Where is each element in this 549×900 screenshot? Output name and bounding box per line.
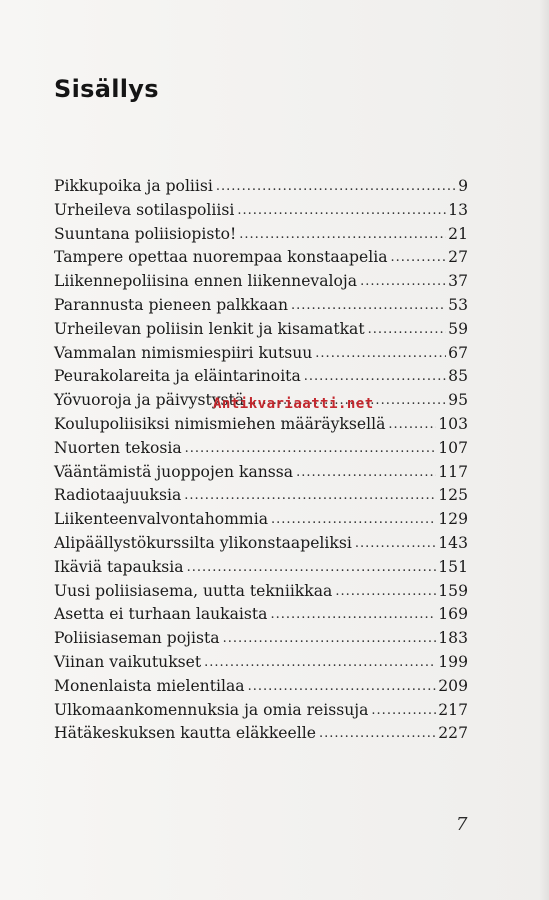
toc-entry (54, 177, 468, 201)
toc-entry-page: 107 (438, 438, 468, 457)
page-title: Sisällys (54, 75, 159, 103)
toc-entry-title: Yövuoroja ja päivystystä (54, 391, 245, 410)
toc-leader-dots (216, 179, 456, 194)
toc-entry (54, 367, 468, 391)
toc-entry (54, 201, 468, 225)
toc-entry-page: 85 (448, 367, 468, 386)
toc-entry-page: 143 (438, 533, 468, 552)
toc-entry-page: 183 (438, 629, 468, 648)
toc-leader-dots (248, 679, 437, 694)
toc-entry-page: 117 (438, 462, 468, 481)
toc-entry-title: Alipäällystökurssilta ylikonstaapeliksi (54, 533, 352, 552)
toc-entry-title: Viinan vaikutukset (54, 652, 202, 671)
toc-entry-page: 159 (438, 581, 468, 600)
toc-entry-title: Radiotaajuuksia (54, 486, 182, 505)
toc-entry-title: Liikenteenvalvontahommia (54, 510, 269, 529)
toc-leader-dots (368, 322, 447, 337)
toc-leader-dots (239, 227, 446, 242)
toc-leader-dots (184, 488, 436, 503)
toc-leader-dots (270, 607, 436, 622)
toc-entry-page: 21 (448, 224, 468, 243)
toc-leader-dots (391, 250, 447, 265)
toc-entry-page: 125 (438, 486, 468, 505)
toc-leader-dots (204, 655, 436, 670)
toc-leader-dots (355, 536, 436, 551)
toc-leader-dots (185, 441, 437, 456)
toc-entry-title: Urheileva sotilaspoliisi (54, 200, 235, 219)
toc-entry-page: 103 (438, 414, 468, 433)
toc-entry-page: 209 (438, 676, 468, 695)
toc-entry-page: 95 (448, 391, 468, 410)
toc-entry (54, 225, 468, 249)
toc-entry-page: 37 (448, 272, 468, 291)
toc-entry-page: 9 (458, 177, 468, 195)
toc-entry-title: Vammalan nimismiespiiri kutsuu (54, 343, 313, 362)
toc-leader-dots (388, 417, 436, 432)
toc-entry (54, 486, 468, 510)
toc-entry-title: Tampere opettaa nuorempaa konstaapelia (54, 248, 388, 267)
toc-entry (54, 677, 468, 701)
toc-entry-title: Suuntana poliisiopisto! (54, 224, 237, 243)
toc-entry-title: Pikkupoika ja poliisi (54, 177, 213, 195)
toc-entry (54, 558, 468, 582)
toc-entry-title: Asetta ei turhaan laukaista (54, 605, 268, 624)
toc-entry-page: 129 (438, 510, 468, 529)
toc-entry (54, 629, 468, 653)
toc-leader-dots (360, 274, 446, 289)
toc-entry (54, 415, 468, 439)
toc-entry-title: Vääntämistä juoppojen kanssa (54, 462, 294, 481)
toc-entry (54, 248, 468, 272)
toc-entry (54, 272, 468, 296)
toc-leader-dots (304, 369, 446, 384)
toc-entry (54, 463, 468, 487)
toc-entry-page: 151 (438, 557, 468, 576)
toc-entry-page: 53 (448, 295, 468, 314)
toc-entry-page: 169 (438, 605, 468, 624)
toc-entry-title: Ulkomaankomennuksia ja omia reissuja (54, 700, 369, 719)
toc-entry-title: Ikäviä tapauksia (54, 557, 184, 576)
toc-leader-dots (187, 560, 437, 575)
toc-entry-page: 217 (438, 700, 468, 719)
toc-entry-page: 59 (448, 319, 468, 338)
toc-entry-title: Monenlaista mielentilaa (54, 676, 245, 695)
toc-entry-title: Hätäkeskuksen kautta eläkkeelle (54, 724, 316, 743)
toc-entry (54, 605, 468, 629)
toc-entry-page: 13 (448, 200, 468, 219)
toc-entry-title: Poliisiaseman pojista (54, 629, 220, 648)
toc-entry-title: Nuorten tekosia (54, 438, 182, 457)
toc-entry (54, 510, 468, 534)
toc-entry (54, 344, 468, 368)
page-edge-shadow (539, 0, 549, 900)
toc-leader-dots (371, 703, 436, 718)
toc-entry-page: 27 (448, 248, 468, 267)
toc-entry-page: 199 (438, 652, 468, 671)
toc-leader-dots (296, 465, 436, 480)
toc-entry-title: Koulupoliisiksi nimismiehen määräyksellä (54, 414, 386, 433)
toc-entry-title: Uusi poliisiasema, uutta tekniikkaa (54, 581, 333, 600)
toc-entry (54, 320, 468, 344)
toc-leader-dots (237, 203, 446, 218)
page-number: 7 (456, 814, 468, 835)
watermark-text: Antikvariaatti.net (213, 396, 374, 412)
toc-entry (54, 296, 468, 320)
toc-entry-title: Parannusta pieneen palkkaan (54, 295, 288, 314)
toc-entry-title: Peurakolareita ja eläintarinoita (54, 367, 301, 386)
toc-entry-page: 67 (448, 343, 468, 362)
toc-entry (54, 582, 468, 606)
toc-entry (54, 724, 468, 748)
toc-entry-page: 227 (438, 724, 468, 743)
toc-entry (54, 439, 468, 463)
toc-leader-dots (271, 512, 436, 527)
toc-leader-dots (223, 631, 437, 646)
toc-entry-title: Liikennepoliisina ennen liikennevaloja (54, 272, 358, 291)
table-of-contents (54, 177, 468, 748)
toc-entry (54, 701, 468, 725)
toc-leader-dots (335, 584, 436, 599)
toc-leader-dots (319, 726, 436, 741)
toc-entry (54, 653, 468, 677)
toc-entry-title: Urheilevan poliisin lenkit ja kisamatkat (54, 319, 365, 338)
toc-entry (54, 534, 468, 558)
toc-leader-dots (291, 298, 446, 313)
toc-leader-dots (315, 346, 446, 361)
